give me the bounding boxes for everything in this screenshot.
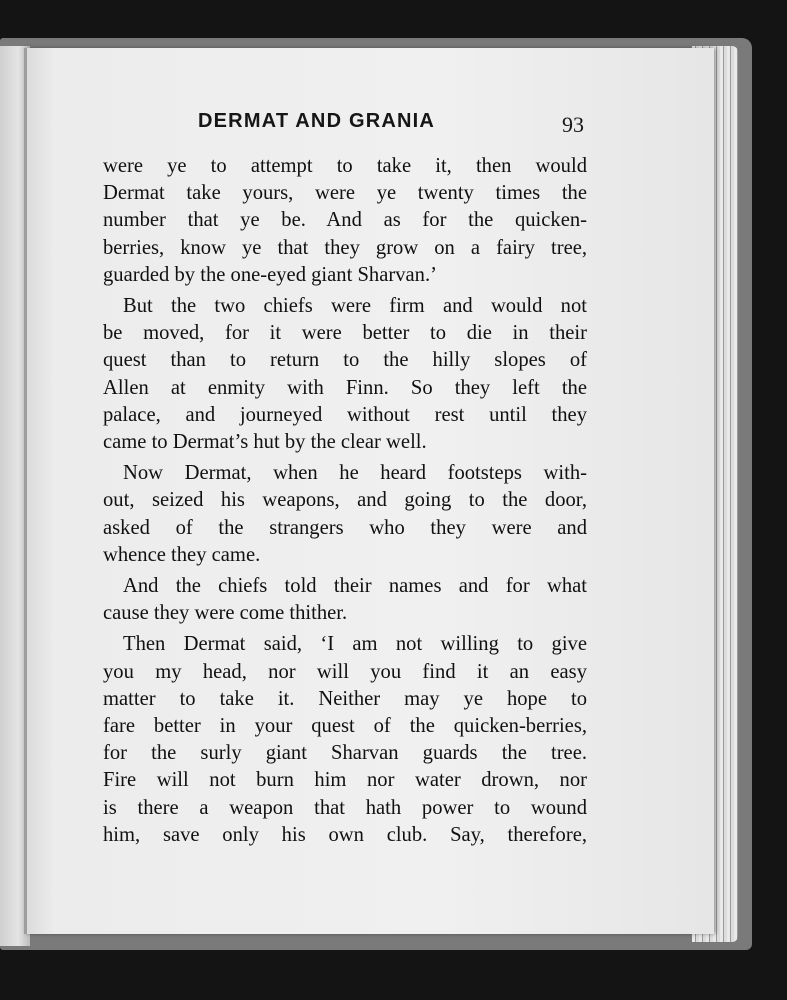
page-number: 93 [562,112,584,137]
text-line: Allen at enmity with Finn. So they left the [103,376,587,399]
text-line: him, save only his own club. Say, therefore, [103,823,587,846]
text-line: is there a weapon that hath power to wound [103,796,587,819]
text-line: Dermat take yours, were ye twenty times the [103,182,587,205]
text-line: whence they came. [103,543,261,566]
paragraph [103,293,587,456]
paragraph [103,153,587,289]
text-line: cause they were come thither. [103,602,348,625]
page-gutter [24,48,27,934]
paragraph [103,573,587,627]
text-line: And the chiefs told their names and for what [123,575,587,598]
text-line: fare better in your quest of the quicken-berries, [103,715,587,738]
paragraph [103,460,587,569]
text-line: palace, and journeyed without rest until they [103,403,587,426]
text-line: be moved, for it were better to die in their [103,322,587,345]
text-line: came to Dermat’s hut by the clear well. [103,431,427,454]
text-line: But the two chiefs were firm and would not [123,295,587,318]
paragraph [103,631,587,849]
text-line: for the surly giant Sharvan guards the tree. [103,742,587,765]
text-line: matter to take it. Neither may ye hope to [103,687,587,710]
text-line: were ye to attempt to take it, then would [103,155,587,177]
body-text [103,153,587,849]
text-line: Then Dermat said, ‘I am not willing to give [123,633,587,656]
text-line: berries, know ye that they grow on a fairy tree, [103,236,587,259]
text-line: quest than to return to the hilly slopes of [103,349,587,372]
text-line: Now Dermat, when he heard footsteps with- [123,462,587,485]
text-line: asked of the strangers who they were and [103,516,587,539]
text-line: out, seized his weapons, and going to the door, [103,489,587,512]
text-line: you my head, nor will you find it an easy [103,660,587,683]
text-line: number that ye be. And as for the quicken- [103,209,587,232]
text-line: Fire will not burn him nor water drown, nor [103,769,587,792]
text-line: guarded by the one-eyed giant Sharvan.’ [103,263,437,286]
running-title: DERMAT AND GRANIA [198,110,436,132]
